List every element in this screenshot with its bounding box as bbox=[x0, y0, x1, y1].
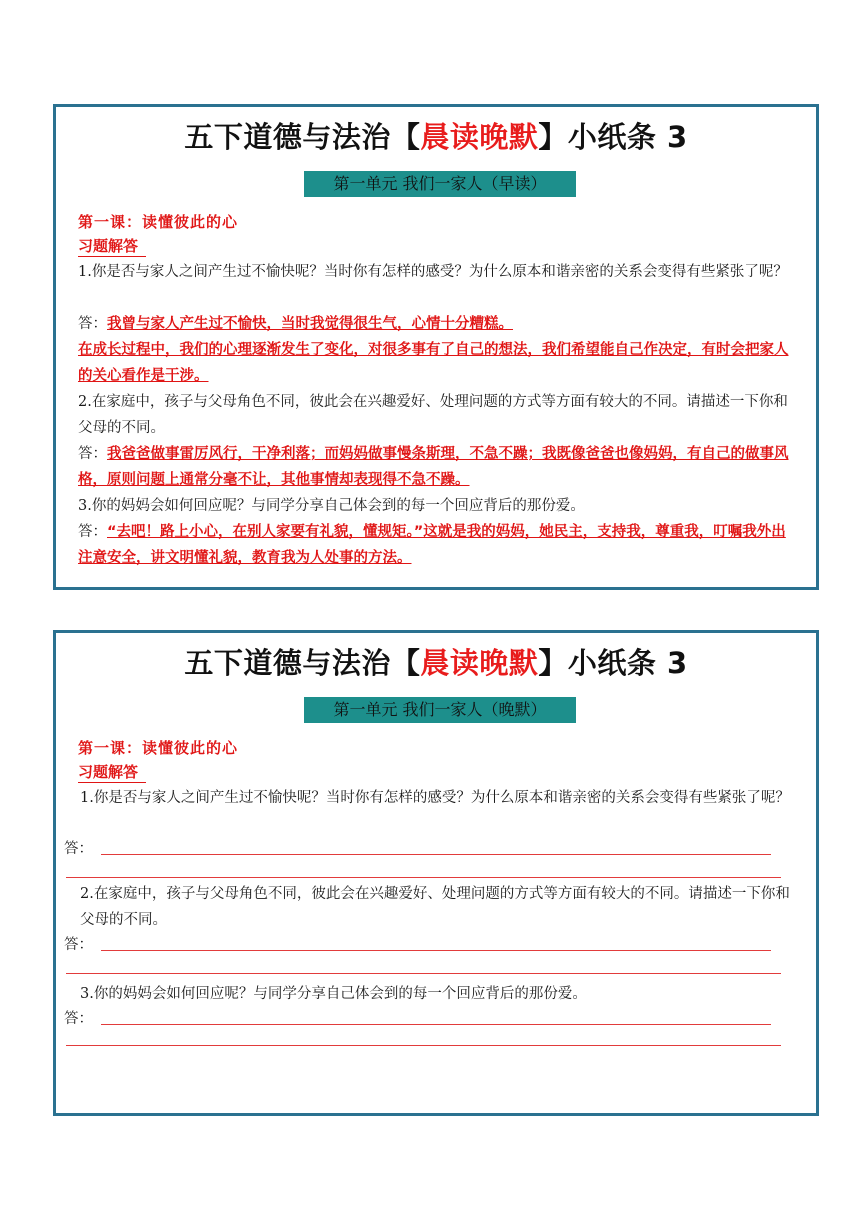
question-2: 2.在家庭中，孩子与父母角色不同，彼此会在兴趣爱好、处理问题的方式等方面有较大的不同。请描述一下你和父母的不同。 bbox=[80, 886, 790, 928]
title-prefix: 五下道德与法治【 bbox=[184, 120, 421, 154]
answer-line[interactable] bbox=[66, 877, 781, 878]
answer-1-continued bbox=[78, 337, 794, 389]
answer-3-text: “去吧！路上小心，在别人家要有礼貌，懂规矩。”这就是我的妈妈，她民主，支持我，尊重我，叮嘱我外出注意安全，讲文明懂礼貌，教育我为人处事的方法。 bbox=[78, 524, 786, 566]
answer-1 bbox=[78, 311, 794, 337]
unit-label: 第一单元 我们一家人（早读） bbox=[304, 171, 576, 197]
answer-line[interactable] bbox=[101, 1024, 771, 1025]
answer-line[interactable] bbox=[66, 1045, 781, 1046]
answer-label: 答： bbox=[64, 937, 93, 953]
title-highlight: 晨读晚默 bbox=[420, 120, 539, 154]
card-title bbox=[56, 641, 816, 682]
question-2: 2.在家庭中，孩子与父母角色不同，彼此会在兴趣爱好、处理问题的方式等方面有较大的不同。请描述一下你和父母的不同。 bbox=[78, 394, 788, 436]
section-heading: 习题解答 bbox=[78, 235, 146, 257]
title-prefix: 五下道德与法治【 bbox=[184, 646, 421, 680]
lesson-heading: 第一课：读懂彼此的心 bbox=[78, 213, 239, 231]
answer-3 bbox=[78, 519, 794, 571]
evening-dictation-card bbox=[53, 630, 819, 1116]
answer-line[interactable] bbox=[101, 950, 771, 951]
answer-1b-text: 在成长过程中，我们的心理逐渐发生了变化，对很多事有了自己的想法，我们希望能自己作决定，有时会把家人的关心看作是干涉。 bbox=[78, 342, 789, 384]
question-1: 1.你是否与家人之间产生过不愉快呢？当时你有怎样的感受？为什么原本和谐亲密的关系会变得有些紧张了呢？ bbox=[78, 264, 788, 280]
answer-line[interactable] bbox=[66, 973, 781, 974]
title-highlight: 晨读晚默 bbox=[420, 646, 539, 680]
answer-label: 答： bbox=[78, 446, 107, 462]
lesson-heading: 第一课：读懂彼此的心 bbox=[78, 739, 239, 757]
morning-reading-card bbox=[53, 104, 819, 590]
answer-line[interactable] bbox=[101, 854, 771, 855]
unit-label: 第一单元 我们一家人（晚默） bbox=[304, 697, 576, 723]
answer-1-text: 我曾与家人产生过不愉快，当时我觉得很生气，心情十分糟糕。 bbox=[107, 316, 513, 332]
answer-label: 答： bbox=[64, 841, 93, 857]
section-heading: 习题解答 bbox=[78, 761, 146, 783]
card-title bbox=[56, 115, 816, 156]
question-3: 3.你的妈妈会如何回应呢？与同学分享自己体会到的每一个回应背后的那份爱。 bbox=[78, 498, 585, 514]
question-3: 3.你的妈妈会如何回应呢？与同学分享自己体会到的每一个回应背后的那份爱。 bbox=[80, 986, 587, 1002]
answer-label: 答： bbox=[78, 316, 107, 332]
answer-label: 答： bbox=[78, 524, 107, 540]
title-suffix: 】小纸条 3 bbox=[538, 646, 688, 680]
title-suffix: 】小纸条 3 bbox=[538, 120, 688, 154]
answer-2-text: 我爸爸做事雷厉风行，干净利落；而妈妈做事慢条斯理，不急不躁；我既像爸爸也像妈妈，有自己的做事风格，原则问题上通常分毫不让，其他事情却表现得不急不躁。 bbox=[78, 446, 789, 488]
question-1: 1.你是否与家人之间产生过不愉快呢？当时你有怎样的感受？为什么原本和谐亲密的关系会变得有些紧张了呢？ bbox=[80, 790, 790, 806]
answer-label: 答： bbox=[64, 1011, 93, 1027]
answer-2 bbox=[78, 441, 794, 493]
